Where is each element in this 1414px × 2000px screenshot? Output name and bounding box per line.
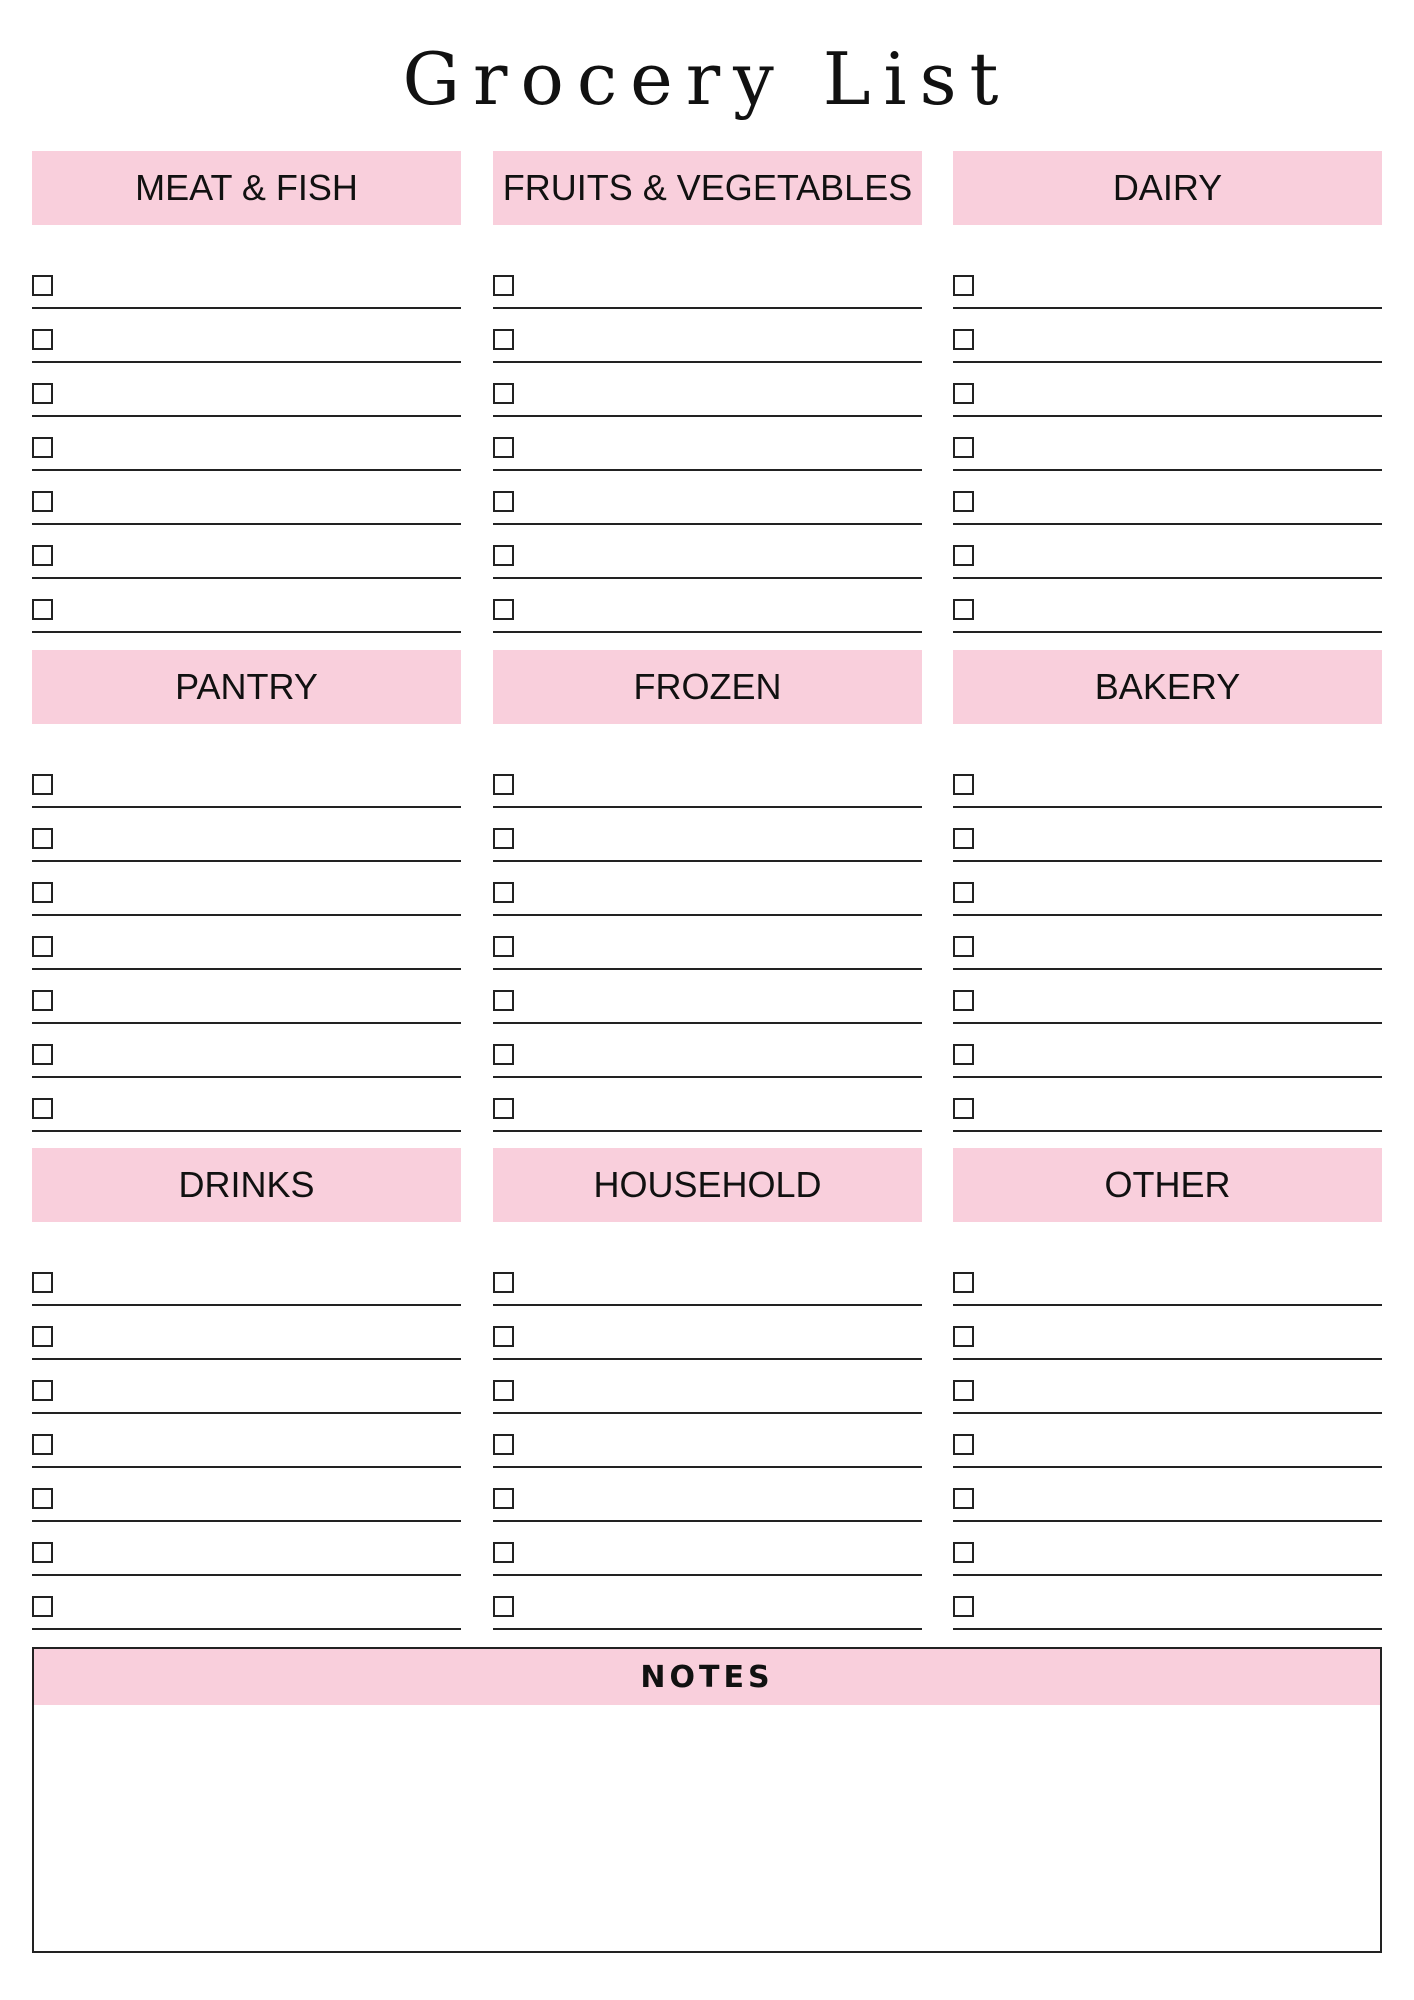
- item-entry-line[interactable]: [987, 870, 1382, 910]
- checkbox[interactable]: [32, 545, 53, 566]
- item-entry-line[interactable]: [527, 870, 922, 910]
- checkbox[interactable]: [493, 383, 514, 404]
- item-entry-line[interactable]: [987, 1368, 1382, 1408]
- checklist-row: [32, 579, 461, 633]
- checkbox[interactable]: [32, 1044, 53, 1065]
- item-entry-line[interactable]: [987, 1032, 1382, 1072]
- checklist-row: [32, 363, 461, 417]
- checklist-row: [953, 862, 1382, 916]
- checklist-row: [493, 363, 922, 417]
- item-entry-line[interactable]: [66, 371, 461, 411]
- item-entry-line[interactable]: [987, 1476, 1382, 1516]
- checklist-row: [32, 1576, 461, 1630]
- checkbox[interactable]: [32, 828, 53, 849]
- checkbox[interactable]: [953, 383, 974, 404]
- item-entry-line[interactable]: [66, 533, 461, 573]
- item-entry-line[interactable]: [987, 317, 1382, 357]
- item-entry-line[interactable]: [66, 1422, 461, 1462]
- section-header: HOUSEHOLD: [493, 1148, 922, 1222]
- checkbox[interactable]: [953, 1098, 974, 1119]
- checkbox[interactable]: [32, 990, 53, 1011]
- checkbox[interactable]: [32, 1488, 53, 1509]
- item-list: [32, 1252, 461, 1630]
- checkbox[interactable]: [493, 1488, 514, 1509]
- item-entry-line[interactable]: [987, 1260, 1382, 1300]
- item-entry-line[interactable]: [66, 978, 461, 1018]
- checkbox[interactable]: [953, 1542, 974, 1563]
- section-header: FRUITS & VEGETABLES: [493, 151, 922, 225]
- item-entry-line[interactable]: [66, 1476, 461, 1516]
- item-entry-line[interactable]: [527, 1422, 922, 1462]
- item-entry-line[interactable]: [527, 371, 922, 411]
- checklist-row: [32, 255, 461, 309]
- checkbox[interactable]: [493, 774, 514, 795]
- item-entry-line[interactable]: [66, 425, 461, 465]
- checkbox[interactable]: [953, 1434, 974, 1455]
- item-entry-line[interactable]: [987, 1584, 1382, 1624]
- item-entry-line[interactable]: [527, 1314, 922, 1354]
- checklist-row: [953, 525, 1382, 579]
- checklist-row: [493, 916, 922, 970]
- section-header: MEAT & FISH: [32, 151, 461, 225]
- checkbox[interactable]: [493, 275, 514, 296]
- item-entry-line[interactable]: [527, 978, 922, 1018]
- checklist-row: [953, 1306, 1382, 1360]
- checkbox[interactable]: [493, 1434, 514, 1455]
- checklist-row: [32, 471, 461, 525]
- section-fruits-vegetables: [493, 151, 922, 633]
- item-entry-line[interactable]: [987, 263, 1382, 303]
- item-entry-line[interactable]: [527, 1530, 922, 1570]
- section-drinks: [32, 1148, 461, 1630]
- checklist-row: [32, 1306, 461, 1360]
- item-entry-line[interactable]: [527, 816, 922, 856]
- checklist-row: [953, 309, 1382, 363]
- checklist-row: [953, 970, 1382, 1024]
- checkbox[interactable]: [953, 329, 974, 350]
- item-entry-line[interactable]: [527, 762, 922, 802]
- checkbox[interactable]: [953, 936, 974, 957]
- checkbox[interactable]: [493, 329, 514, 350]
- item-entry-line[interactable]: [987, 1530, 1382, 1570]
- checklist-row: [32, 754, 461, 808]
- checklist-row: [493, 579, 922, 633]
- checklist-row: [32, 808, 461, 862]
- checkbox[interactable]: [493, 1326, 514, 1347]
- item-entry-line[interactable]: [66, 1368, 461, 1408]
- item-entry-line[interactable]: [66, 587, 461, 627]
- checklist-row: [493, 862, 922, 916]
- item-entry-line[interactable]: [987, 1422, 1382, 1462]
- checkbox[interactable]: [32, 275, 53, 296]
- item-entry-line[interactable]: [527, 263, 922, 303]
- checklist-row: [32, 1414, 461, 1468]
- checklist-row: [493, 1576, 922, 1630]
- checkbox[interactable]: [953, 1380, 974, 1401]
- item-entry-line[interactable]: [66, 870, 461, 910]
- item-entry-line[interactable]: [527, 1032, 922, 1072]
- checklist-row: [953, 1414, 1382, 1468]
- item-entry-line[interactable]: [527, 587, 922, 627]
- checklist-row: [493, 1414, 922, 1468]
- section-pantry: [32, 650, 461, 1132]
- item-list: [953, 1252, 1382, 1630]
- checkbox[interactable]: [493, 437, 514, 458]
- item-entry-line[interactable]: [66, 479, 461, 519]
- checklist-row: [493, 309, 922, 363]
- checklist-row: [953, 1468, 1382, 1522]
- checklist-row: [493, 1024, 922, 1078]
- checkbox[interactable]: [32, 1596, 53, 1617]
- checklist-row: [493, 1252, 922, 1306]
- checklist-row: [953, 754, 1382, 808]
- item-entry-line[interactable]: [527, 1476, 922, 1516]
- section-bakery: [953, 650, 1382, 1132]
- checklist-row: [32, 1522, 461, 1576]
- checkbox[interactable]: [953, 275, 974, 296]
- checklist-row: [493, 255, 922, 309]
- checklist-row: [32, 309, 461, 363]
- checkbox[interactable]: [32, 1434, 53, 1455]
- checkbox[interactable]: [32, 599, 53, 620]
- checkbox[interactable]: [493, 936, 514, 957]
- checklist-row: [953, 1078, 1382, 1132]
- checkbox[interactable]: [953, 437, 974, 458]
- checklist-row: [953, 417, 1382, 471]
- section-header: FROZEN: [493, 650, 922, 724]
- item-entry-line[interactable]: [527, 1584, 922, 1624]
- checklist-row: [32, 916, 461, 970]
- item-entry-line[interactable]: [527, 924, 922, 964]
- item-entry-line[interactable]: [527, 425, 922, 465]
- item-entry-line[interactable]: [527, 533, 922, 573]
- section-header: DAIRY: [953, 151, 1382, 225]
- item-entry-line[interactable]: [987, 1314, 1382, 1354]
- item-entry-line[interactable]: [66, 1584, 461, 1624]
- checklist-row: [32, 1468, 461, 1522]
- section-meat-fish: [32, 151, 461, 633]
- item-list: [32, 754, 461, 1132]
- checkbox[interactable]: [953, 774, 974, 795]
- checkbox[interactable]: [493, 828, 514, 849]
- section-header: DRINKS: [32, 1148, 461, 1222]
- item-list: [493, 754, 922, 1132]
- checkbox[interactable]: [32, 329, 53, 350]
- checklist-row: [32, 1078, 461, 1132]
- checklist-row: [953, 471, 1382, 525]
- checkbox[interactable]: [953, 1488, 974, 1509]
- section-header: BAKERY: [953, 650, 1382, 724]
- checkbox[interactable]: [32, 1380, 53, 1401]
- item-entry-line[interactable]: [987, 371, 1382, 411]
- checkbox[interactable]: [493, 882, 514, 903]
- checkbox[interactable]: [493, 1044, 514, 1065]
- item-entry-line[interactable]: [987, 816, 1382, 856]
- item-entry-line[interactable]: [66, 1086, 461, 1126]
- checkbox[interactable]: [32, 774, 53, 795]
- item-entry-line[interactable]: [527, 479, 922, 519]
- checkbox[interactable]: [493, 1098, 514, 1119]
- section-frozen: [493, 650, 922, 1132]
- checklist-row: [493, 1078, 922, 1132]
- checkbox[interactable]: [32, 882, 53, 903]
- checkbox[interactable]: [493, 599, 514, 620]
- checklist-row: [32, 862, 461, 916]
- checkbox[interactable]: [32, 383, 53, 404]
- checklist-row: [32, 1024, 461, 1078]
- checkbox[interactable]: [953, 1272, 974, 1293]
- item-entry-line[interactable]: [987, 762, 1382, 802]
- item-entry-line[interactable]: [66, 1260, 461, 1300]
- checkbox[interactable]: [493, 1272, 514, 1293]
- checklist-row: [32, 1252, 461, 1306]
- checklist-row: [953, 808, 1382, 862]
- checklist-row: [493, 1468, 922, 1522]
- checkbox[interactable]: [32, 491, 53, 512]
- checkbox[interactable]: [493, 1542, 514, 1563]
- notes-box: [32, 1647, 1382, 1953]
- checklist-row: [493, 525, 922, 579]
- checkbox[interactable]: [493, 545, 514, 566]
- checklist-row: [953, 1024, 1382, 1078]
- checklist-row: [32, 1360, 461, 1414]
- checklist-row: [493, 970, 922, 1024]
- item-entry-line[interactable]: [66, 816, 461, 856]
- item-entry-line[interactable]: [527, 1260, 922, 1300]
- item-list: [493, 1252, 922, 1630]
- checkbox[interactable]: [953, 1596, 974, 1617]
- checklist-row: [953, 579, 1382, 633]
- checkbox[interactable]: [493, 1596, 514, 1617]
- checkbox[interactable]: [953, 828, 974, 849]
- checklist-row: [953, 363, 1382, 417]
- item-entry-line[interactable]: [987, 425, 1382, 465]
- section-header: OTHER: [953, 1148, 1382, 1222]
- notes-area[interactable]: [34, 1705, 1380, 1951]
- page-title: Grocery List: [402, 37, 1012, 121]
- item-entry-line[interactable]: [527, 1086, 922, 1126]
- checkbox[interactable]: [953, 1044, 974, 1065]
- checklist-row: [32, 525, 461, 579]
- checkbox[interactable]: [32, 1326, 53, 1347]
- section-household: [493, 1148, 922, 1630]
- checklist-row: [493, 471, 922, 525]
- item-entry-line[interactable]: [987, 479, 1382, 519]
- section-other: [953, 1148, 1382, 1630]
- checklist-row: [32, 417, 461, 471]
- item-list: [953, 754, 1382, 1132]
- checkbox[interactable]: [953, 1326, 974, 1347]
- checkbox[interactable]: [953, 491, 974, 512]
- checklist-row: [953, 1522, 1382, 1576]
- checkbox[interactable]: [32, 1542, 53, 1563]
- checkbox[interactable]: [953, 599, 974, 620]
- checkbox[interactable]: [32, 1098, 53, 1119]
- checkbox[interactable]: [953, 882, 974, 903]
- item-entry-line[interactable]: [66, 1314, 461, 1354]
- checklist-row: [493, 417, 922, 471]
- section-dairy: [953, 151, 1382, 633]
- item-list: [493, 255, 922, 633]
- item-entry-line[interactable]: [66, 263, 461, 303]
- item-entry-line[interactable]: [66, 317, 461, 357]
- section-header: PANTRY: [32, 650, 461, 724]
- notes-header: NOTES: [34, 1649, 1380, 1705]
- checklist-row: [953, 1360, 1382, 1414]
- item-entry-line[interactable]: [66, 924, 461, 964]
- checkbox[interactable]: [493, 491, 514, 512]
- item-entry-line[interactable]: [987, 1086, 1382, 1126]
- item-list: [32, 255, 461, 633]
- checklist-row: [493, 1360, 922, 1414]
- checklist-row: [493, 754, 922, 808]
- item-entry-line[interactable]: [527, 1368, 922, 1408]
- checklist-row: [953, 916, 1382, 970]
- checkbox[interactable]: [32, 1272, 53, 1293]
- item-entry-line[interactable]: [66, 762, 461, 802]
- checklist-row: [953, 1576, 1382, 1630]
- checklist-row: [953, 1252, 1382, 1306]
- checklist-row: [493, 1306, 922, 1360]
- item-entry-line[interactable]: [987, 978, 1382, 1018]
- checklist-row: [32, 970, 461, 1024]
- item-entry-line[interactable]: [66, 1530, 461, 1570]
- checklist-row: [493, 808, 922, 862]
- checklist-row: [953, 255, 1382, 309]
- checkbox[interactable]: [32, 936, 53, 957]
- checkbox[interactable]: [953, 990, 974, 1011]
- item-entry-line[interactable]: [987, 587, 1382, 627]
- item-entry-line[interactable]: [987, 533, 1382, 573]
- checkbox[interactable]: [32, 437, 53, 458]
- item-entry-line[interactable]: [987, 924, 1382, 964]
- checkbox[interactable]: [953, 545, 974, 566]
- checkbox[interactable]: [493, 990, 514, 1011]
- item-entry-line[interactable]: [66, 1032, 461, 1072]
- item-list: [953, 255, 1382, 633]
- checklist-row: [493, 1522, 922, 1576]
- checkbox[interactable]: [493, 1380, 514, 1401]
- item-entry-line[interactable]: [527, 317, 922, 357]
